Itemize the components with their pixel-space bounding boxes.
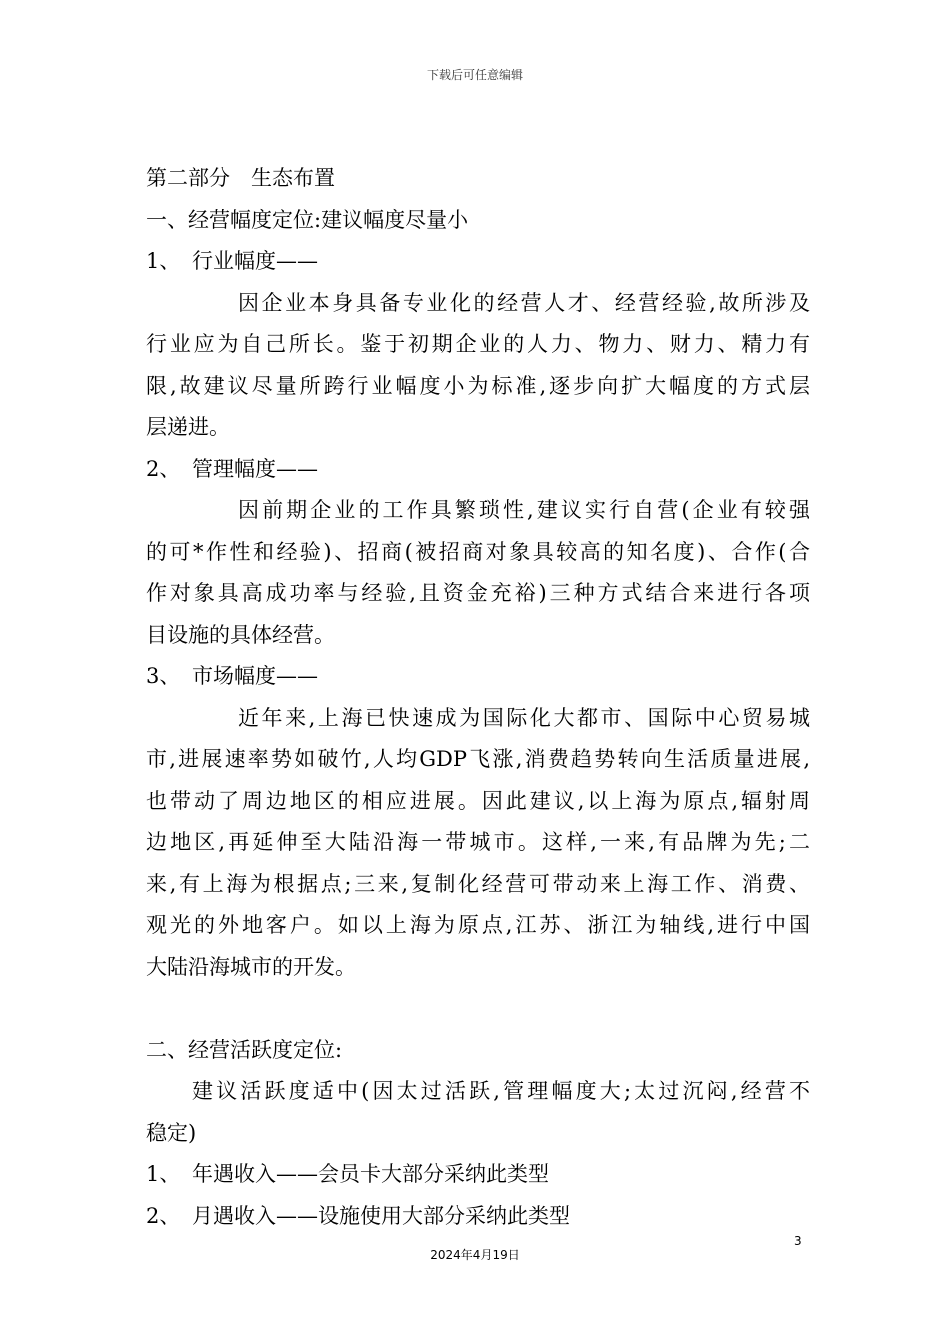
page-header: 下载后可任意编辑 [426, 68, 523, 82]
item2-title: 管理幅度—— [192, 456, 318, 481]
list2-item2 [146, 1196, 810, 1238]
page-number: 3 [794, 1234, 802, 1248]
paragraph-line: 因前期企业的工作具繁琐性,建议实行自营(企业有较强 [238, 498, 810, 522]
paragraph-line: 目设施的具体经营。 [146, 622, 335, 647]
item1-title: 行业幅度—— [192, 249, 318, 273]
item2-heading [146, 449, 810, 491]
blank-line [146, 988, 810, 1030]
paragraph-line: 稳定) [146, 1120, 197, 1145]
paragraph-line: 来,有上海为根据点;三来,复制化经营可带动来上海工作、消费、 [146, 871, 810, 896]
section-title: 第二部分 生态布置 [146, 166, 335, 190]
paragraph-line: 层递进。 [146, 415, 230, 439]
paragraph-line: 边地区,再延伸至大陆沿海一带城市。这样,一来,有品牌为先;二 [146, 830, 810, 854]
item3-title: 市场幅度—— [192, 664, 318, 688]
page-footer-date: 2024年4月19日 [430, 1248, 520, 1262]
list2-item1 [146, 1154, 810, 1196]
paragraph-line: 市,进展速率势如破竹,人均GDP飞涨,消费趋势转向生活质量进展, [146, 747, 810, 771]
document-body [146, 158, 810, 1237]
section1-heading: 一、经营幅度定位:建议幅度尽量小 [146, 207, 469, 232]
item3-number: 3、 [146, 664, 181, 688]
item2-number: 2、 [146, 456, 181, 481]
list2-item1-number: 1、 [146, 1162, 181, 1186]
list2-item2-text: 月遇收入——设施使用大部分采纳此类型 [192, 1203, 570, 1228]
paragraph-line: 因企业本身具备专业化的经营人才、经营经验,故所涉及 [238, 290, 810, 315]
paragraph-line: 也带动了周边地区的相应进展。因此建议,以上海为原点,辐射周 [146, 788, 810, 813]
paragraph-line: 观光的外地客户。如以上海为原点,江苏、浙江为轴线,进行中国 [146, 913, 810, 937]
item3-heading [146, 656, 810, 698]
paragraph-line: 建议活跃度适中(因太过活跃,管理幅度大;太过沉闷,经营不 [192, 1079, 810, 1103]
paragraph-line: 大陆沿海城市的开发。 [146, 954, 356, 979]
item1-number: 1、 [146, 249, 181, 273]
paragraph-line: 作对象具高成功率与经验,且资金充裕)三种方式结合来进行各项 [146, 581, 810, 605]
paragraph-line: 行业应为自己所长。鉴于初期企业的人力、物力、财力、精力有 [146, 332, 810, 356]
paragraph-line: 限,故建议尽量所跨行业幅度小为标准,逐步向扩大幅度的方式层 [146, 373, 810, 398]
list2-item2-number: 2、 [146, 1203, 181, 1228]
paragraph-line: 的可*作性和经验)、招商(被招商对象具较高的知名度)、合作(合 [146, 539, 810, 564]
paragraph-line: 近年来,上海已快速成为国际化大都市、国际中心贸易城 [238, 705, 810, 730]
list2-item1-text: 年遇收入——会员卡大部分采纳此类型 [192, 1162, 549, 1186]
section2-heading: 二、经营活跃度定位: [146, 1037, 343, 1062]
item1-heading [146, 241, 810, 283]
